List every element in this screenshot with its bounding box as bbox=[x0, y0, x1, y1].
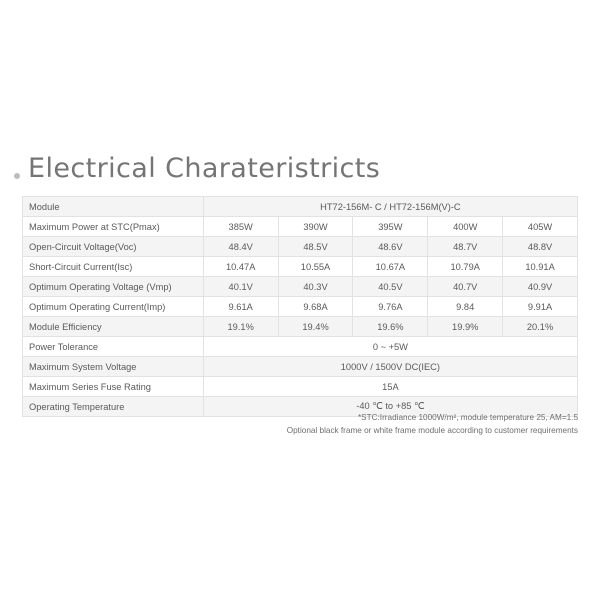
row-value: 405W bbox=[503, 217, 578, 237]
row-value: 48.4V bbox=[203, 237, 278, 257]
row-value: 10.91A bbox=[503, 257, 578, 277]
row-value: -40 ℃ to +85 ℃ bbox=[203, 397, 577, 417]
row-value: HT72-156M- C / HT72-156M(V)-C bbox=[203, 197, 577, 217]
row-value: 1000V / 1500V DC(IEC) bbox=[203, 357, 577, 377]
row-label: Power Tolerance bbox=[23, 337, 204, 357]
table-row bbox=[23, 217, 578, 237]
row-value: 395W bbox=[353, 217, 428, 237]
row-value: 0 ~ +5W bbox=[203, 337, 577, 357]
row-value: 19.6% bbox=[353, 317, 428, 337]
footnote-frame-option: Optional black frame or white frame module according to customer requirements bbox=[286, 425, 578, 435]
row-value: 40.3V bbox=[278, 277, 353, 297]
row-label: Optimum Operating Voltage (Vmp) bbox=[23, 277, 204, 297]
table-row bbox=[23, 297, 578, 317]
row-value: 48.8V bbox=[503, 237, 578, 257]
row-value: 40.1V bbox=[203, 277, 278, 297]
row-label: Module Efficiency bbox=[23, 317, 204, 337]
row-label: Operating Temperature bbox=[23, 397, 204, 417]
electrical-characteristics-table bbox=[22, 196, 578, 417]
row-value: 9.76A bbox=[353, 297, 428, 317]
table-row bbox=[23, 197, 578, 217]
row-value: 40.9V bbox=[503, 277, 578, 297]
table-row bbox=[23, 337, 578, 357]
row-label: Optimum Operating Current(Imp) bbox=[23, 297, 204, 317]
page-title bbox=[14, 155, 380, 183]
table-row bbox=[23, 377, 578, 397]
row-value: 20.1% bbox=[503, 317, 578, 337]
table-row bbox=[23, 237, 578, 257]
row-label: Maximum System Voltage bbox=[23, 357, 204, 377]
row-label: Module bbox=[23, 197, 204, 217]
row-value: 10.67A bbox=[353, 257, 428, 277]
row-label: Maximum Power at STC(Pmax) bbox=[23, 217, 204, 237]
row-value: 40.7V bbox=[428, 277, 503, 297]
row-value: 19.9% bbox=[428, 317, 503, 337]
row-value: 385W bbox=[203, 217, 278, 237]
row-value: 19.1% bbox=[203, 317, 278, 337]
row-value: 15A bbox=[203, 377, 577, 397]
page-title-text: Electrical Charateristricts bbox=[28, 153, 381, 184]
row-value: 48.5V bbox=[278, 237, 353, 257]
footnotes bbox=[22, 412, 578, 437]
table-row bbox=[23, 357, 578, 377]
row-value: 390W bbox=[278, 217, 353, 237]
table-body bbox=[23, 197, 578, 417]
row-value: 9.61A bbox=[203, 297, 278, 317]
table-row bbox=[23, 317, 578, 337]
row-value: 48.6V bbox=[353, 237, 428, 257]
row-value: 48.7V bbox=[428, 237, 503, 257]
row-label: Maximum Series Fuse Rating bbox=[23, 377, 204, 397]
row-value: 10.55A bbox=[278, 257, 353, 277]
row-value: 9.91A bbox=[503, 297, 578, 317]
row-value: 10.47A bbox=[203, 257, 278, 277]
row-value: 19.4% bbox=[278, 317, 353, 337]
table-row bbox=[23, 257, 578, 277]
footnote-stc: *STC:Irradiance 1000W/m², module temperature 25, AM=1.5 bbox=[357, 413, 578, 422]
row-label: Open-Circuit Voltage(Voc) bbox=[23, 237, 204, 257]
row-value: 10.79A bbox=[428, 257, 503, 277]
row-value: 9.84 bbox=[428, 297, 503, 317]
row-value: 40.5V bbox=[353, 277, 428, 297]
row-value: 400W bbox=[428, 217, 503, 237]
table-row bbox=[23, 277, 578, 297]
bullet-icon bbox=[14, 173, 20, 179]
row-label: Short-Circuit Current(Isc) bbox=[23, 257, 204, 277]
row-value: 9.68A bbox=[278, 297, 353, 317]
